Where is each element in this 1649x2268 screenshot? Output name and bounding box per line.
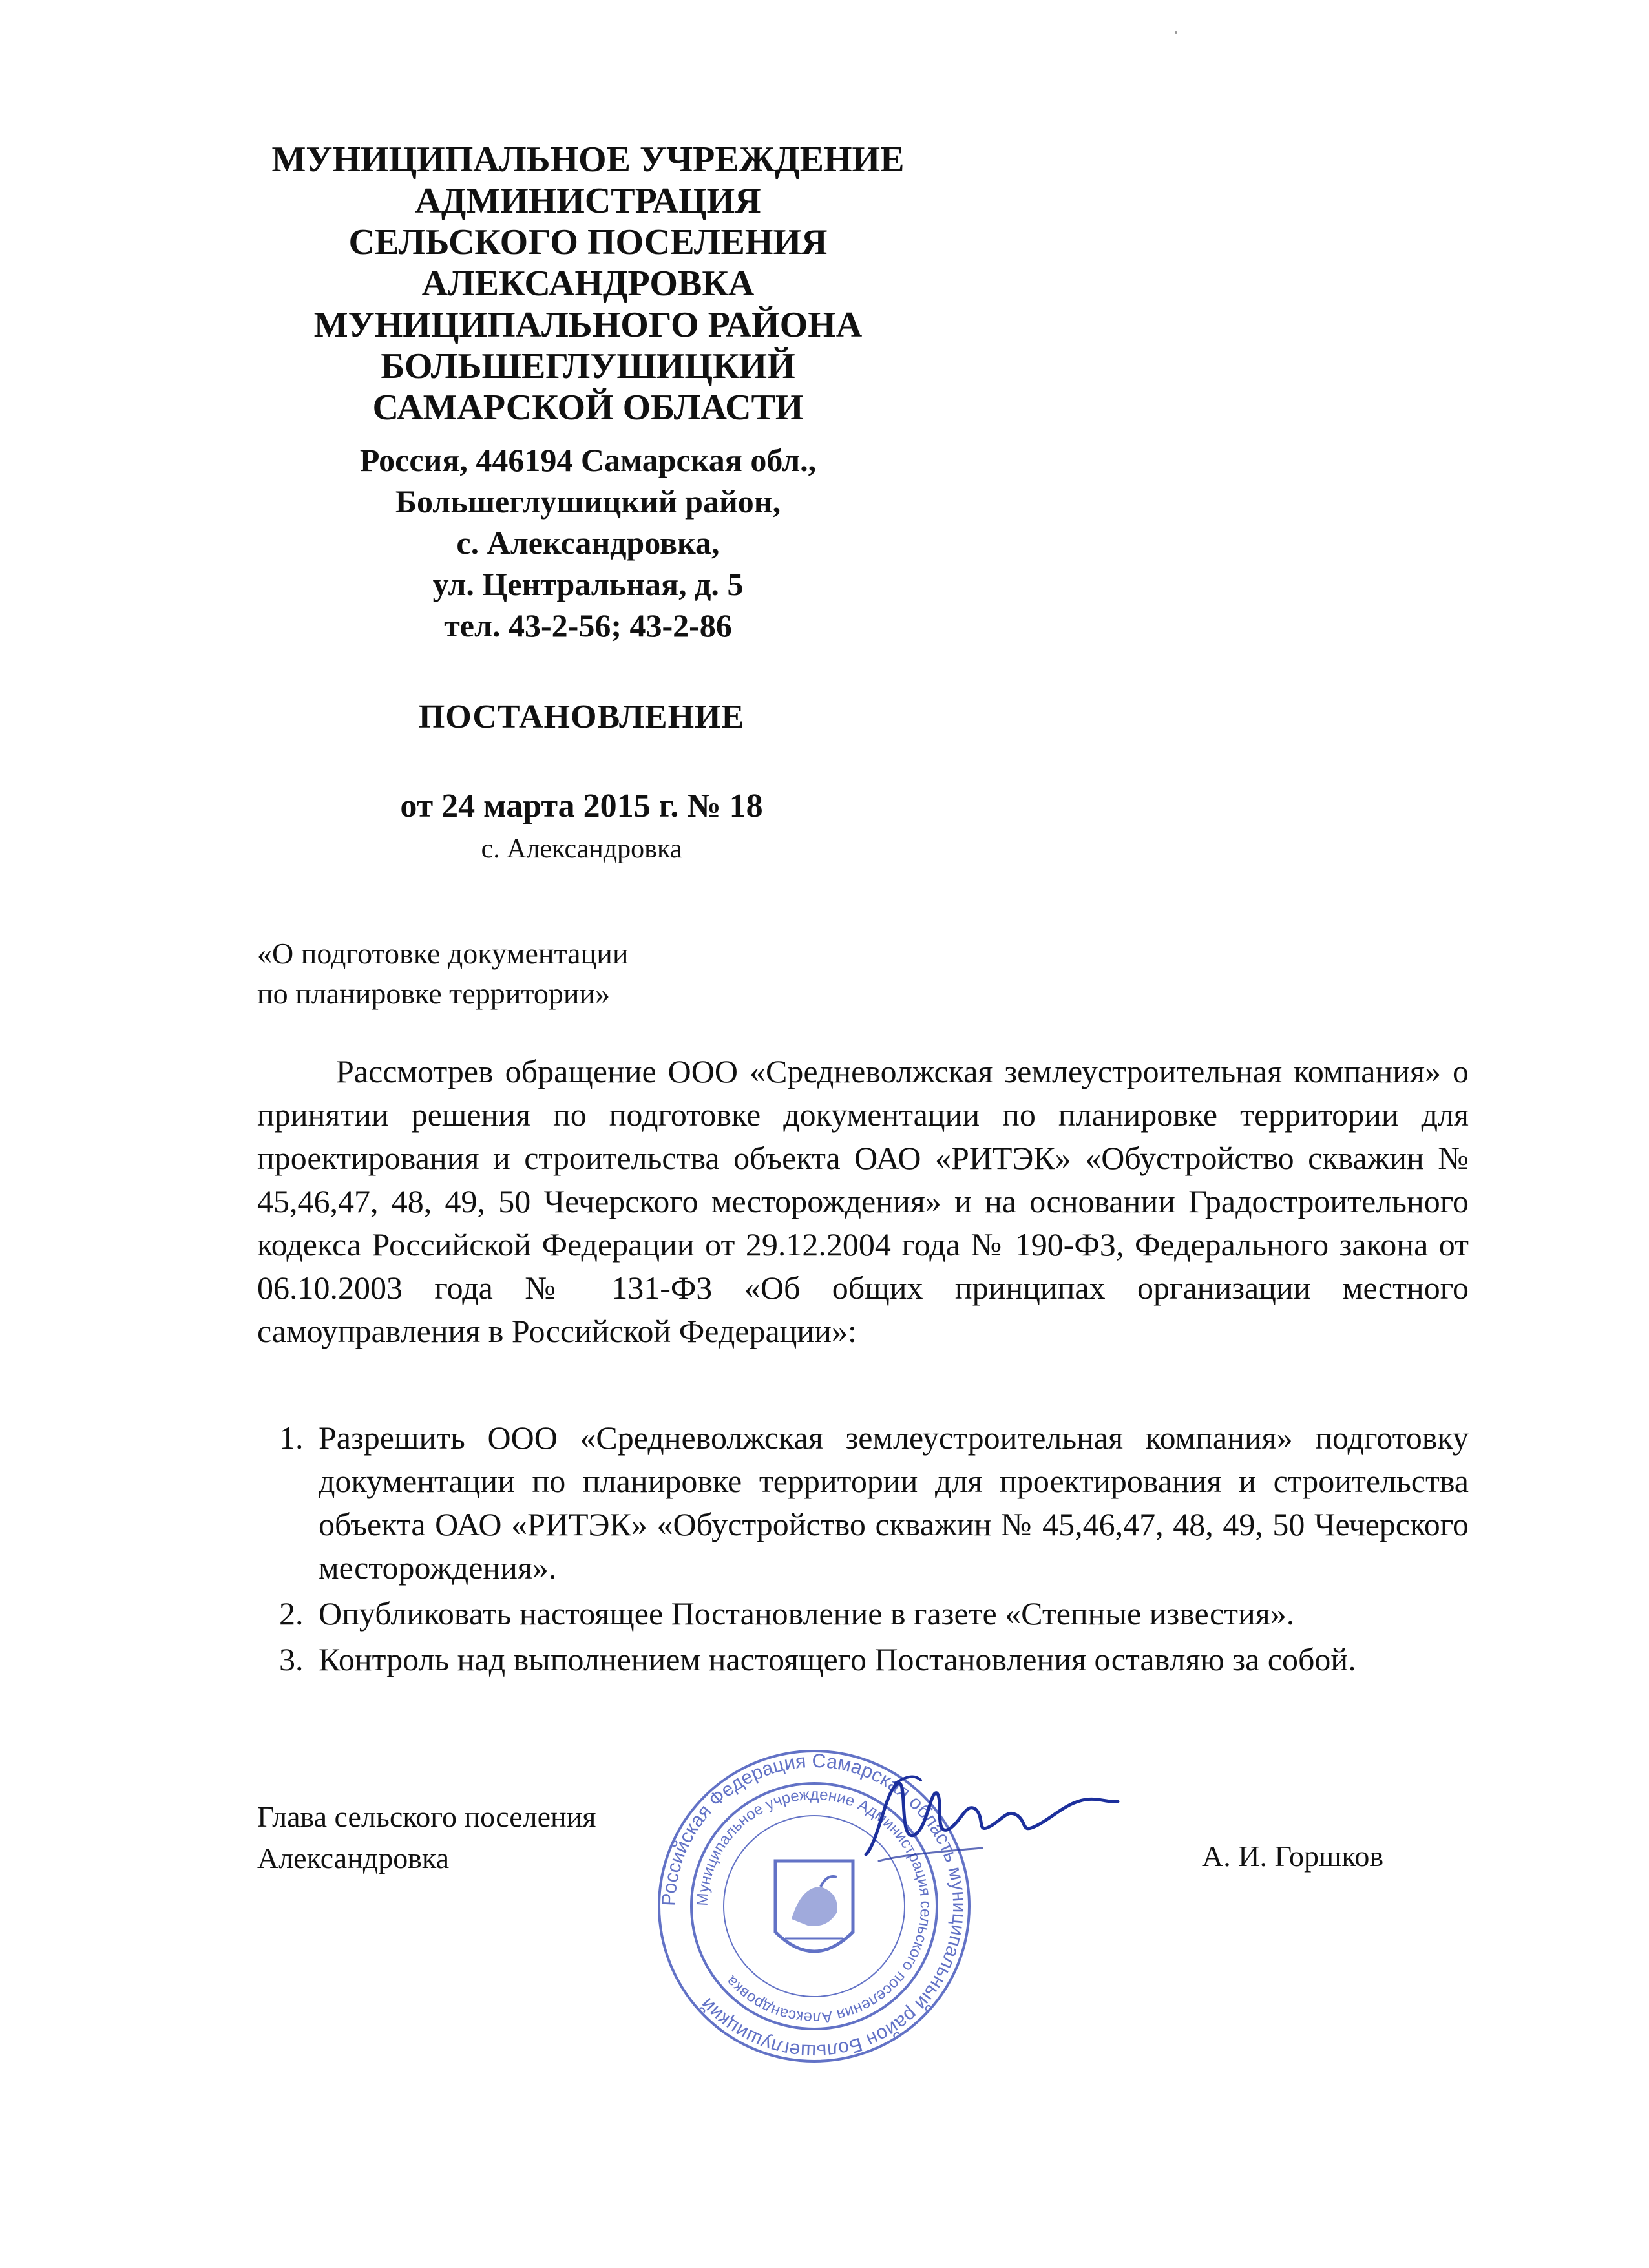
subject-line: по планировке территории» bbox=[257, 977, 611, 1010]
signer-position-line: Глава сельского поселения bbox=[257, 1800, 596, 1833]
header-line: БОЛЬШЕГЛУШИЦКИЙ bbox=[381, 346, 795, 386]
header-line: СЕЛЬСКОГО ПОСЕЛЕНИЯ bbox=[348, 222, 828, 262]
handwritten-signature bbox=[853, 1764, 1124, 1867]
list-item bbox=[257, 1416, 1469, 1590]
list-item bbox=[257, 1592, 1469, 1635]
address-line: ул. Центральная, д. 5 bbox=[432, 566, 744, 602]
seal-outer-text: Российская Федерация Самарская область муниципальный район Большеглушицкий bbox=[658, 1750, 971, 2063]
item-number: 1. bbox=[279, 1420, 304, 1456]
seal-inner-text: Муниципальное учреждение Администрация сельского поселения Александровка bbox=[693, 1785, 935, 2027]
item-text: Контроль над выполнением настоящего Постановления оставляю за собой. bbox=[319, 1641, 1356, 1677]
signer-position-line: Александровка bbox=[257, 1842, 450, 1874]
item-text: Разрешить ООО «Средневолжская землеустроительная компания» подготовку документации по планировке территории для проектирования и строительства объекта ОАО «РИТЭК» «Обустройство скважин № 45,46,47, 48, 49, 50 Чечерского месторождения». bbox=[319, 1420, 1469, 1586]
address-line: Большеглушицкий район, bbox=[395, 483, 781, 520]
header-line: МУНИЦИПАЛЬНОГО РАЙОНА bbox=[313, 305, 863, 345]
header-line: САМАРСКОЙ ОБЛАСТИ bbox=[372, 388, 804, 428]
document-subject bbox=[257, 934, 903, 1014]
header-line: МУНИЦИПАЛЬНОЕ УЧРЕЖДЕНИЕ bbox=[271, 140, 905, 180]
item-number: 2. bbox=[279, 1595, 304, 1632]
header-line: АДМИНИСТРАЦИЯ bbox=[415, 181, 761, 221]
item-text: Опубликовать настоящее Постановление в газете «Степные известия». bbox=[319, 1595, 1295, 1632]
preamble-paragraph: Рассмотрев обращение ООО «Средневолжская землеустроительная компания» о принятии решения по подготовке документации по планировке территории для проектирования и строительства объекта ОАО «РИТЭК» «Обустройство скважин № 45,46,47, 48, 49, 50 Чечерского месторождения» и на основании Градостроительного кодекса Российской Федерации от 29.12.2004 года № 190-ФЗ, Федерального закона от 06.10.2003 года № 131-ФЗ «Об общих принципах организации местного самоуправления в Российской Федерации»: bbox=[257, 1053, 1469, 1349]
subject-line: «О подготовке документации bbox=[257, 937, 629, 970]
address-line: Россия, 446194 Самарская обл., bbox=[359, 442, 817, 478]
document-date-number: от 24 марта 2015 г. № 18 bbox=[400, 788, 763, 824]
document-place: с. Александровка bbox=[481, 834, 682, 864]
organization-address bbox=[304, 439, 872, 646]
item-number: 3. bbox=[279, 1641, 304, 1677]
resolution-items bbox=[257, 1416, 1469, 1684]
document-type-title: ПОСТАНОВЛЕНИЕ bbox=[418, 698, 745, 735]
list-item bbox=[257, 1638, 1469, 1681]
organization-header bbox=[233, 139, 943, 428]
address-line: с. Александровка, bbox=[456, 525, 720, 561]
header-line: АЛЕКСАНДРОВКА bbox=[421, 264, 755, 304]
seal-emblem-icon bbox=[775, 1861, 853, 1951]
scan-speck bbox=[1175, 31, 1177, 34]
signer-name: А. И. Горшков bbox=[1202, 1840, 1384, 1873]
address-line: тел. 43-2-56; 43-2-86 bbox=[444, 607, 732, 644]
